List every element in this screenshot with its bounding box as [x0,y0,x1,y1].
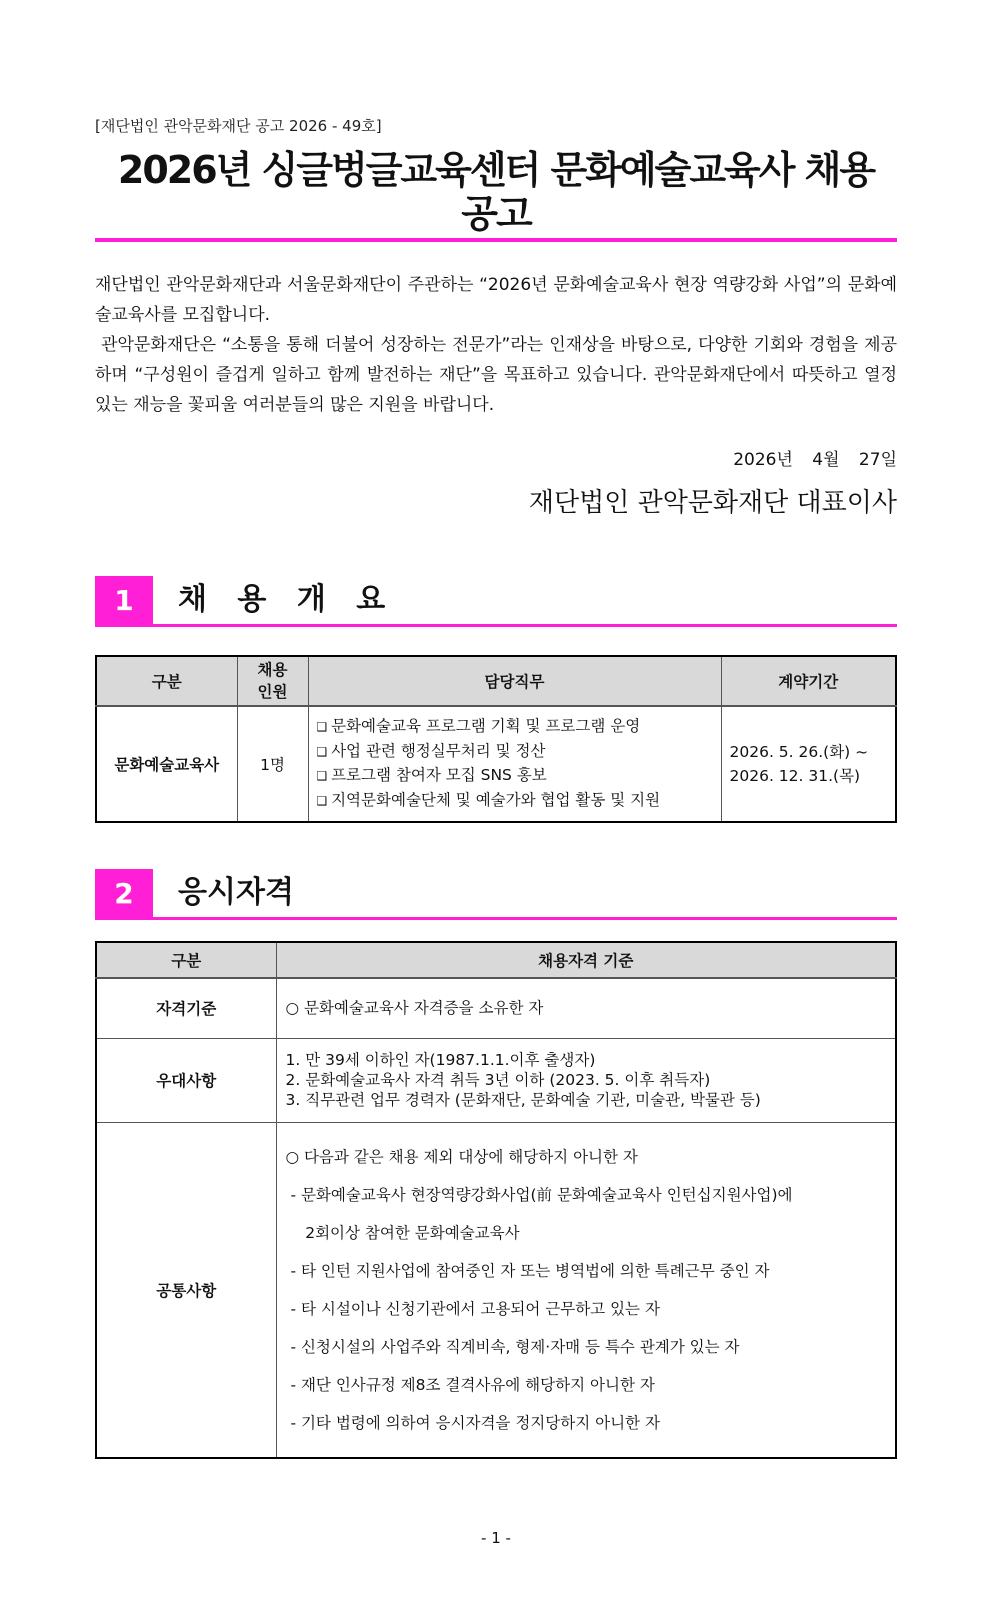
header-duties: 담당직무 [308,656,721,706]
row-count: 1명 [237,706,308,822]
recruitment-overview-table [95,655,897,823]
period-end: 2026. 12. 31.(목) [729,767,861,785]
section-number: 2 [95,869,153,917]
page-number: - 1 - [481,1528,511,1547]
row-category: 문화예술교육사 [96,706,237,822]
intro-paragraph: 재단법인 관악문화재단과 서울문화재단이 주관하는 “2026년 문화예술교육사 현장 역량강화 사업”의 문화예술교육사를 모집합니다. [95,275,897,325]
page-title: 2026년 싱글벙글교육센터 문화예술교육사 채용 공고 [117,148,875,236]
criteria-line: - 기타 법령에 의하여 응시자격을 정지당하지 아니한 자 [285,1413,660,1432]
row-label: 공통사항 [96,1122,276,1458]
header-category: 구분 [96,656,237,706]
row-label: 우대사항 [96,1038,276,1122]
header-period: 계약기간 [721,656,896,706]
section-underline [95,917,897,920]
announcement-date: 2026년 4월 27일 [733,450,897,470]
section-heading [95,576,897,624]
header-count: 채용 인원 [237,656,308,706]
signature: 재단법인 관악문화재단 대표이사 [528,488,897,518]
duty-item: ❑ 지역문화예술단체 및 예술가와 협업 활동 및 지원 [317,789,713,814]
criteria-line: - 신청시설의 사업주와 직계비속, 형제·자매 등 특수 관계가 있는 자 [285,1337,740,1356]
criteria-line: - 타 인턴 지원사업에 참여중인 자 또는 병역법에 의한 특례근무 중인 자 [285,1261,770,1280]
criteria-line: 2회이상 참여한 문화예술교육사 [285,1223,520,1242]
section-underline [95,624,897,627]
intro-text [95,270,897,420]
duty-item: ❑ 프로그램 참여자 모집 SNS 홍보 [317,764,713,789]
title-underline [95,238,897,242]
criteria-line: 3. 직무관련 업무 경력자 (문화재단, 문화예술 기관, 미술관, 박물관 등) [285,1091,761,1109]
section-heading [95,869,897,917]
section-number: 1 [95,576,153,624]
period-start: 2026. 5. 26.(화) ~ [729,743,869,761]
header-criteria: 채용자격 기준 [276,942,896,978]
header-category: 구분 [96,942,276,978]
duty-item: ❑ 사업 관련 행정실무처리 및 정산 [317,740,713,765]
criteria-line: - 문화예술교육사 현장역량강화사업(前 문화예술교육사 인턴십지원사업)에 [285,1185,793,1204]
criteria-line: ○ 다음과 같은 채용 제외 대상에 해당하지 아니한 자 [285,1147,638,1166]
section-title: 응시자격 [178,875,294,910]
criteria-line: 1. 만 39세 이하인 자(1987.1.1.이후 출생자) [285,1051,596,1069]
announcement-number: [재단법인 관악문화재단 공고 2026 - 49호] [95,117,382,135]
section-title: 채 용 개 요 [178,582,396,617]
criteria-line: ○ 문화예술교육사 자격증을 소유한 자 [285,999,544,1018]
intro-paragraph: 관악문화재단은 “소통을 통해 더불어 성장하는 전문가”라는 인재상을 바탕으로, 다양한 기회와 경험을 제공하며 “구성원이 즐겁게 일하고 함께 발전하는 재단”을 목표하고 있습니다. 관악문화재단에서 따뜻하고 열정있는 재능을 꽃피울 여러분들의 많은 지원을 바랍니다. [95,335,898,415]
criteria-line: - 타 시설이나 신청기관에서 고용되어 근무하고 있는 자 [285,1299,660,1318]
criteria-line: - 재단 인사규정 제8조 결격사유에 해당하지 아니한 자 [285,1375,655,1394]
row-label: 자격기준 [96,978,276,1038]
qualification-table [95,941,897,1459]
criteria-line: 2. 문화예술교육사 자격 취득 3년 이하 (2023. 5. 이후 취득자) [285,1071,711,1089]
duty-item: ❑ 문화예술교육 프로그램 기획 및 프로그램 운영 [317,715,713,740]
